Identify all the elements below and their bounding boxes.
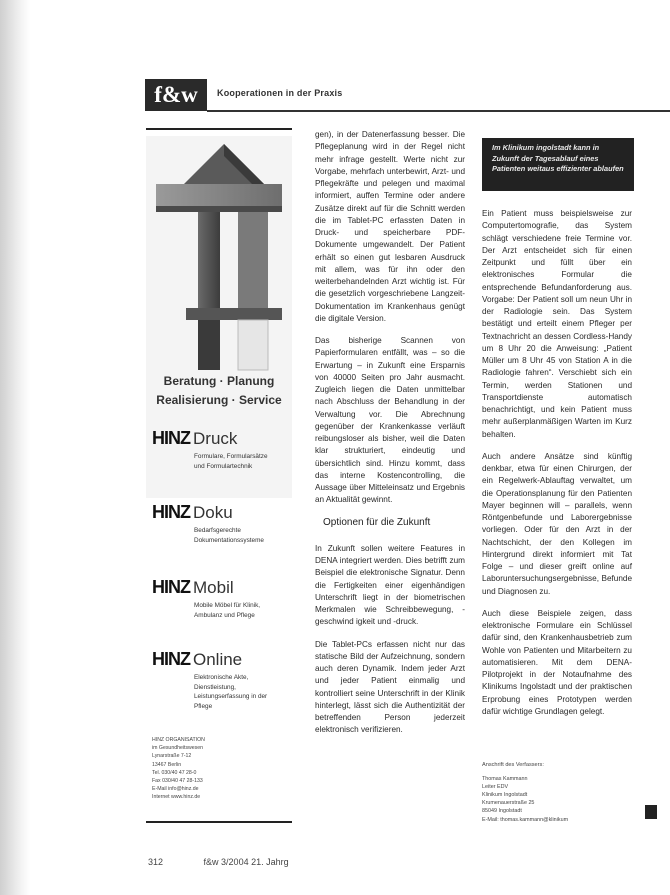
- page-number: 312: [148, 857, 164, 867]
- contact-line: Lynarstraße 7-12: [152, 753, 192, 760]
- product-mobil: [152, 577, 298, 620]
- ad-headline-line2: Realisierung · Service: [156, 393, 282, 407]
- author-line: Klinikum Ingolstadt: [482, 792, 528, 799]
- product-name: Doku: [193, 503, 233, 522]
- product-druck: [152, 428, 298, 471]
- issue-info: f&w 3/2004 21. Jahrg: [203, 857, 289, 867]
- paragraph: Auch diese Beispiele zeigen, dass elektronische Formulare ein Schlüssel dafür sind, den Krankenhausbetrieb zum Wohle von Patienten und Mitarbeitern zu automatisieren. Mit dem DENA-Pilotprojekt in der Notaufnahme des Klinikums Ingolstadt und der praktischen Erprobung eines Prototypen werden dafür wichtige Grundlagen gelegt.: [482, 608, 632, 716]
- contact-line: Internet www.hinz.de: [152, 794, 201, 801]
- contact-line: E-Mail info@hinz.de: [152, 786, 199, 793]
- advertisement: [146, 128, 298, 823]
- author-label: Anschrift des Verfassers:: [482, 762, 544, 768]
- page-header: [145, 79, 670, 111]
- author-line: E-Mail: thomas.kammann@klinikum: [482, 816, 569, 823]
- article-column-right: [482, 208, 632, 728]
- author-address: [482, 761, 622, 824]
- contact-line: HINZ ORGANISATION: [152, 737, 205, 743]
- paragraph: In Zukunft sollen weitere Features in DENA integriert werden. Dies betrifft zum Beispiel die elektronische Signatur. Denn die Fertigkeiten einer eigenhändigen Unterschrift liegt in der biometrischen Merkmalen wie Schreibbewegung, -geschwind igkeit und -druck.: [315, 543, 465, 627]
- end-mark: [645, 805, 657, 819]
- paragraph: Das bisherige Scannen von Papierformularen entfällt, was – so die Erwartung – in Zukunft eine Ersparnis von 40000 Seiten pro Jahr ausmacht. Zugleich liegen die Daten unmittelbar nach Abschluss der Behandlung in der Verwaltung vor. Die Abrechnung gegenüber der Krankenkasse verläuft reibungsloser als bisher, weil die Daten klar strukturiert, eindeutig und übersichtlich sind. Hinzu kommt, dass das interne Kostencontrolling, die Aussage über Mitteleinsatz und Ergebnis an Aktualität gewinnt.: [315, 336, 465, 505]
- contact-line: 13467 Berlin: [152, 761, 182, 768]
- product-desc: Elektronische Akte, Dienstleistung, Leistungserfassung in der Pflege: [194, 674, 268, 710]
- author-line: Krumenauerstraße 25: [482, 800, 535, 807]
- brand-logo: HINZ: [152, 428, 190, 448]
- product-name: Online: [193, 650, 243, 669]
- paragraph: Ein Patient muss beispielsweise zur Computertomografie, das System schlägt verschiedene freie Termine vor. Der Arzt entscheidet sich für einen Zeitpunkt und füllt über ein elektronisches Formular die entsprechende Befundanforderung aus. Vorgabe: Der Patient soll um neun Uhr in der Radiologie sein. Das System bestätigt und erteilt einem Pfleger per Textnachricht an dessen Cordless-Handy um 8 Uhr 20 die Anweisung: „Patient Müller um 8 Uhr 45 von Station A in die Radiologie fahren“. Verschiebt sich ein Termin, werden Stationen und Transportdienste automatisch benachrichtigt, und kein Patient muss mehr außerplanmäßigen Warten im Kurz behalten.: [482, 209, 632, 439]
- ad-headline-line1: Beratung · Planung: [163, 374, 275, 388]
- brand-logo: HINZ: [152, 577, 190, 597]
- author-line: 85049 Ingolstadt: [482, 808, 522, 815]
- subheading: Optionen für die Zukunft: [323, 516, 431, 528]
- contact-line: Tel. 030/40 47 28-0: [152, 769, 197, 776]
- ad-headline: [146, 372, 292, 410]
- header-rule: [207, 110, 670, 112]
- paragraph: gen), in der Datenerfassung besser. Die Pflegeplanung wird in der Regel nicht mehr infrage gestellt. Werte nicht zur Vorgabe, mehrfach unterbewirt, Arzt- und Pflegekräfte und pelegen und maximal informiert, auffen Termine oder andere Zusätze direkt auf für die Schnitt werden die im Tablet-PC erfassten Daten in Druck- und speicherbare PDF-Dokumente umgewandelt. Der Patient erhält so einen gut lesbaren Ausdruck mit allem, was für ihn oder den weiterbehandelnden Arzt wichtig ist. Für die gesetzlich vorgeschriebene Langzeit-Dokumentation im Krankenhaus genügt die digitale Version.: [315, 130, 465, 323]
- contact-line: Fax 030/40 47 28-133: [152, 778, 203, 785]
- brand-logo: HINZ: [152, 649, 190, 669]
- product-name: Mobil: [193, 578, 234, 597]
- section-title: Kooperationen in der Praxis: [217, 88, 343, 98]
- ad-bottom-rule: [146, 821, 292, 823]
- journal-logo: f&w: [145, 79, 207, 111]
- brand-logo: HINZ: [152, 502, 190, 522]
- product-desc: Formulare, Formularsätze und Formulartechnik: [194, 453, 268, 470]
- paragraph: Auch andere Ansätze sind künftig denkbar, etwa für einen Chirurgen, der ein Regelwerk-Ablauftag verwaltet, um die Operationsplanung für den Patienten Mayer beginnen will – parallels, wenn Röntgenbefunde und Laborergebnisse vorliegen. Oder für den Arzt in der Nachtschicht, der den Kollegen im Hintergrund direkt informiert mit Tat Folge – und dieser greift online auf Laboruntersuchungsergebnisse, Befunde und Diagnosen zu.: [482, 451, 632, 596]
- product-online: [152, 649, 298, 711]
- article-column-middle: [315, 129, 465, 747]
- ad-top-rule: [146, 128, 292, 130]
- author-line: Leiter EDV: [482, 784, 509, 791]
- product-desc: Bedarfsgerechte Dokumentationssysteme: [194, 527, 264, 544]
- contact-line: im Gesundheitswesen: [152, 745, 204, 752]
- paragraph: Die Tablet-PCs erfassen nicht nur das statische Bild der Aufzeichnung, sondern auch deren Dynamik. Indem jeder Arzt und jeder Patient einmalig und kontrolliert seine Unterschrift in der Klinik hinterlegt, lässt sich die Authentizität der betreffenden Person jederzeit elektronisch verifizieren.: [315, 639, 465, 735]
- product-name: Druck: [193, 429, 238, 448]
- pull-quote: Im Klinikum ingolstadt kann in Zukunft der Tagesablauf eines Patienten weitaus effizienter ablaufen: [482, 138, 634, 191]
- scan-shadow: [0, 0, 30, 895]
- author-line: Thomas Kammann: [482, 776, 528, 783]
- ad-contact: [152, 736, 252, 802]
- product-doku: [152, 502, 298, 545]
- page-footer: [148, 857, 327, 867]
- product-desc: Mobile Möbel für Klinik, Ambulanz und Pflege: [194, 602, 261, 619]
